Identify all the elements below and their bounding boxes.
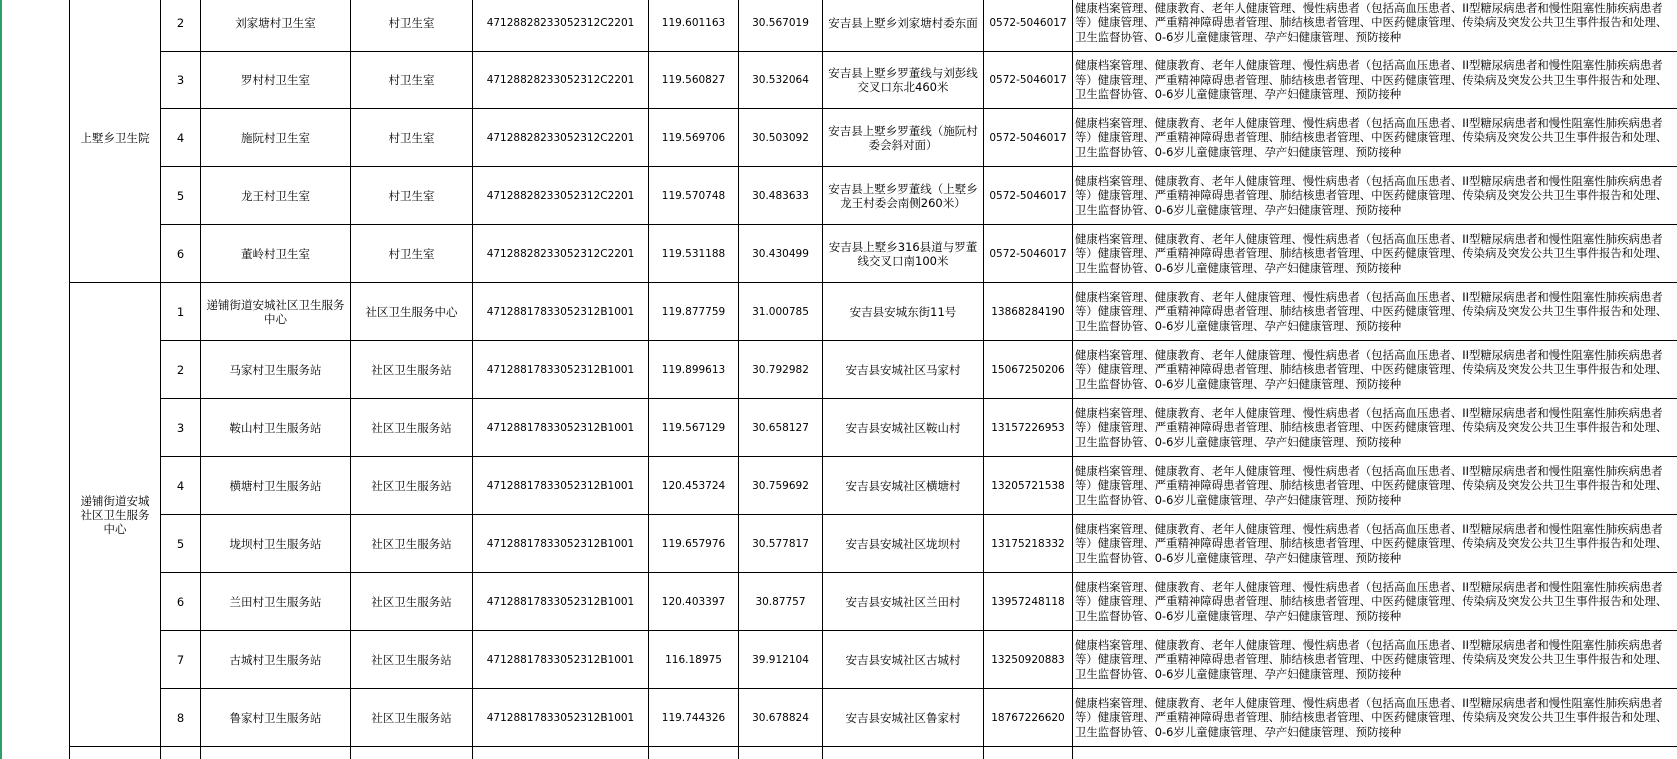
facility-name-text: 董岭村卫生室 <box>241 246 310 261</box>
facility-name-text: 鲁家村卫生服务站 <box>229 710 322 725</box>
services-cell[interactable] <box>1073 109 1677 166</box>
institution-code-text: 47128828233052312C2201 <box>486 16 635 29</box>
latitude-cell[interactable] <box>739 109 822 166</box>
facility-name-cell[interactable] <box>201 515 350 572</box>
row-number-text: 3 <box>176 420 185 435</box>
facility-type-text: 村卫生室 <box>388 246 435 261</box>
facility-name-cell[interactable] <box>201 457 350 514</box>
institution-code-text: 47128817833052312B1001 <box>486 595 635 608</box>
latitude-cell[interactable] <box>739 225 822 282</box>
facility-type-cell[interactable] <box>351 283 472 340</box>
institution-code-cell[interactable] <box>473 341 648 398</box>
address-text: 安吉县安城社区横塘村 <box>845 478 961 493</box>
services-cell[interactable] <box>1073 573 1677 630</box>
phone-cell[interactable] <box>984 225 1072 282</box>
institution-code-cell[interactable] <box>473 515 648 572</box>
institution-code-cell[interactable] <box>473 631 648 688</box>
institution-code-text: 47128817833052312B1001 <box>486 479 635 492</box>
row-number-cell[interactable] <box>161 109 200 166</box>
longitude-text: 119.569706 <box>661 131 726 144</box>
services-text: 健康档案管理、健康教育、老年人健康管理、慢性病患者（包括高血压患者、II型糖尿病患者和慢性阻塞性肺疾病患者等）健康管理、严重精神障碍患者管理、肺结核患者管理、中医药健康管理、传染病及突发公共卫生事件报告和处理、卫生监督协管、0-6岁儿童健康管理、孕产妇健康管理、预防接种 <box>1075 173 1668 217</box>
row-number-text: 2 <box>176 362 185 377</box>
phone-text: 18767226620 <box>991 711 1065 724</box>
services-cell[interactable] <box>1073 52 1677 108</box>
phone-text: 13957248118 <box>991 595 1065 608</box>
latitude-text: 30.87757 <box>755 595 806 608</box>
phone-text: 13868284190 <box>991 305 1065 318</box>
longitude-cell[interactable] <box>649 457 738 514</box>
address-text: 安吉县安城东街11号 <box>849 304 957 319</box>
institution-code-text: 47128817833052312B1001 <box>486 653 635 666</box>
org-name: 递铺街道安城社区卫生服务中心 <box>80 493 150 536</box>
facility-name-text: 施阮村卫生室 <box>241 130 310 145</box>
facility-type-text: 村卫生室 <box>388 15 435 30</box>
facility-name-cell[interactable] <box>201 109 350 166</box>
institution-code-text: 47128817833052312B1001 <box>486 363 635 376</box>
longitude-text: 119.657976 <box>661 537 726 550</box>
address-text: 安吉县安城社区古城村 <box>845 652 961 667</box>
latitude-text: 30.658127 <box>752 421 809 434</box>
institution-code-cell[interactable] <box>473 457 648 514</box>
longitude-text: 119.570748 <box>661 189 726 202</box>
address-cell[interactable] <box>823 283 983 340</box>
latitude-text: 30.567019 <box>752 16 809 29</box>
services-cell[interactable] <box>1073 399 1677 456</box>
facility-name-text: 刘家塘村卫生室 <box>235 15 316 30</box>
institution-code-text: 47128817833052312B1001 <box>486 305 635 318</box>
services-text: 健康档案管理、健康教育、老年人健康管理、慢性病患者（包括高血压患者、II型糖尿病患者和慢性阻塞性肺疾病患者等）健康管理、严重精神障碍患者管理、肺结核患者管理、中医药健康管理、传染病及突发公共卫生事件报告和处理、卫生监督协管、0-6岁儿童健康管理、孕产妇健康管理、预防接种 <box>1075 231 1668 275</box>
row-number-text: 6 <box>176 594 185 609</box>
facility-type-cell[interactable] <box>351 689 472 746</box>
address-cell[interactable] <box>823 225 983 282</box>
institution-code-cell[interactable] <box>473 689 648 746</box>
phone-cell[interactable] <box>984 283 1072 340</box>
services-text: 健康档案管理、健康教育、老年人健康管理、慢性病患者（包括高血压患者、II型糖尿病患者和慢性阻塞性肺疾病患者等）健康管理、严重精神障碍患者管理、肺结核患者管理、中医药健康管理、传染病及突发公共卫生事件报告和处理、卫生监督协管、0-6岁儿童健康管理、孕产妇健康管理、预防接种 <box>1075 115 1668 159</box>
institution-code-text: 47128817833052312B1001 <box>486 711 635 724</box>
facility-type-cell[interactable] <box>351 631 472 688</box>
longitude-text: 120.403397 <box>661 595 726 608</box>
longitude-text: 116.18975 <box>665 653 722 666</box>
row-number-cell[interactable] <box>161 341 200 398</box>
facility-type-text: 村卫生室 <box>388 188 435 203</box>
services-text: 健康档案管理、健康教育、老年人健康管理、慢性病患者（包括高血压患者、II型糖尿病患者和慢性阻塞性肺疾病患者等）健康管理、严重精神障碍患者管理、肺结核患者管理、中医药健康管理、传染病及突发公共卫生事件报告和处理、卫生监督协管、0-6岁儿童健康管理、孕产妇健康管理、预防接种 <box>1075 463 1668 507</box>
latitude-text: 30.759692 <box>752 479 809 492</box>
row-number-cell[interactable] <box>161 0 200 51</box>
row-number-text: 6 <box>176 246 185 261</box>
address-text: 安吉县安城社区兰田村 <box>845 594 961 609</box>
facility-type-cell[interactable] <box>351 573 472 630</box>
services-text: 健康档案管理、健康教育、老年人健康管理、慢性病患者（包括高血压患者、II型糖尿病患者和慢性阻塞性肺疾病患者等）健康管理、严重精神障碍患者管理、肺结核患者管理、中医药健康管理、传染病及突发公共卫生事件报告和处理、卫生监督协管、0-6岁儿童健康管理、孕产妇健康管理、预防接种 <box>1075 637 1668 681</box>
row-number-text: 7 <box>176 652 185 667</box>
row-number-text: 2 <box>176 15 185 30</box>
longitude-cell[interactable] <box>649 167 738 224</box>
phone-cell[interactable] <box>984 167 1072 224</box>
institution-code-cell[interactable] <box>473 167 648 224</box>
address-text: 安吉县安城社区鲁家村 <box>845 710 961 725</box>
facility-name-text: 递铺街道安城社区卫生服务中心 <box>206 297 345 326</box>
address-cell[interactable] <box>823 109 983 166</box>
latitude-text: 39.912104 <box>752 653 809 666</box>
address-cell[interactable] <box>823 52 983 108</box>
phone-text: 13250920883 <box>991 653 1065 666</box>
grid-line-horizontal <box>69 746 1677 747</box>
services-text: 健康档案管理、健康教育、老年人健康管理、慢性病患者（包括高血压患者、II型糖尿病患者和慢性阻塞性肺疾病患者等）健康管理、严重精神障碍患者管理、肺结核患者管理、中医药健康管理、传染病及突发公共卫生事件报告和处理、卫生监督协管、0-6岁儿童健康管理、孕产妇健康管理、预防接种 <box>1075 695 1668 739</box>
longitude-cell[interactable] <box>649 283 738 340</box>
phone-cell[interactable] <box>984 515 1072 572</box>
longitude-cell[interactable] <box>649 399 738 456</box>
latitude-text: 30.430499 <box>752 247 809 260</box>
row-number-text: 5 <box>176 536 185 551</box>
latitude-cell[interactable] <box>739 283 822 340</box>
services-text: 健康档案管理、健康教育、老年人健康管理、慢性病患者（包括高血压患者、II型糖尿病患者和慢性阻塞性肺疾病患者等）健康管理、严重精神障碍患者管理、肺结核患者管理、中医药健康管理、传染病及突发公共卫生事件报告和处理、卫生监督协管、0-6岁儿童健康管理、孕产妇健康管理、预防接种 <box>1075 405 1668 449</box>
latitude-cell[interactable] <box>739 399 822 456</box>
address-text: 安吉县安城社区马家村 <box>845 362 961 377</box>
facility-name-text: 古城村卫生服务站 <box>229 652 322 667</box>
services-cell[interactable] <box>1073 631 1677 688</box>
longitude-text: 119.899613 <box>661 363 726 376</box>
row-number-cell[interactable] <box>161 573 200 630</box>
longitude-text: 120.453724 <box>661 479 726 492</box>
services-text: 健康档案管理、健康教育、老年人健康管理、慢性病患者（包括高血压患者、II型糖尿病患者和慢性阻塞性肺疾病患者等）健康管理、严重精神障碍患者管理、肺结核患者管理、中医药健康管理、传染病及突发公共卫生事件报告和处理、卫生监督协管、0-6岁儿童健康管理、孕产妇健康管理、预防接种 <box>1075 347 1668 391</box>
facility-type-text: 村卫生室 <box>388 73 435 87</box>
row-number-cell[interactable] <box>161 52 200 108</box>
address-cell[interactable] <box>823 689 983 746</box>
services-cell[interactable] <box>1073 515 1677 572</box>
longitude-text: 119.531188 <box>661 247 726 260</box>
facility-name-cell[interactable] <box>201 0 350 51</box>
facility-name-text: 横塘村卫生服务站 <box>229 478 322 493</box>
address-text: 安吉县上墅乡刘家塘村委东面 <box>828 15 978 30</box>
facility-type-text: 社区卫生服务站 <box>371 420 452 435</box>
row-number-text: 4 <box>176 478 185 493</box>
institution-code-cell[interactable] <box>473 399 648 456</box>
facility-type-cell[interactable] <box>351 515 472 572</box>
phone-text: 13205721538 <box>991 479 1065 492</box>
longitude-cell[interactable] <box>649 109 738 166</box>
institution-code-text: 47128817833052312B1001 <box>486 421 635 434</box>
longitude-cell[interactable] <box>649 52 738 108</box>
latitude-text: 30.792982 <box>752 363 809 376</box>
address-cell[interactable] <box>823 631 983 688</box>
facility-name-cell[interactable] <box>201 52 350 108</box>
latitude-cell[interactable] <box>739 167 822 224</box>
row-number-cell[interactable] <box>161 167 200 224</box>
longitude-text: 119.567129 <box>661 421 726 434</box>
facility-name-cell[interactable] <box>201 225 350 282</box>
longitude-cell[interactable] <box>649 225 738 282</box>
phone-cell[interactable] <box>984 689 1072 746</box>
institution-code-text: 47128828233052312C2201 <box>486 247 635 260</box>
row-number-cell[interactable] <box>161 399 200 456</box>
services-text: 健康档案管理、健康教育、老年人健康管理、慢性病患者（包括高血压患者、II型糖尿病患者和慢性阻塞性肺疾病患者等）健康管理、严重精神障碍患者管理、肺结核患者管理、中医药健康管理、传染病及突发公共卫生事件报告和处理、卫生监督协管、0-6岁儿童健康管理、孕产妇健康管理、预防接种 <box>1075 579 1668 623</box>
institution-code-text: 47128817833052312B1001 <box>486 537 635 550</box>
org-cell[interactable] <box>70 0 160 282</box>
services-text: 健康档案管理、健康教育、老年人健康管理、慢性病患者（包括高血压患者、II型糖尿病患者和慢性阻塞性肺疾病患者等）健康管理、严重精神障碍患者管理、肺结核患者管理、中医药健康管理、传染病及突发公共卫生事件报告和处理、卫生监督协管、0-6岁儿童健康管理、孕产妇健康管理、预防接种 <box>1075 0 1668 44</box>
org-name: 上墅乡卫生院 <box>80 131 150 145</box>
row-number-cell[interactable] <box>161 283 200 340</box>
address-cell[interactable] <box>823 167 983 224</box>
facility-type-text: 社区卫生服务站 <box>371 652 452 667</box>
facility-type-text: 社区卫生服务站 <box>371 478 452 493</box>
address-text: 安吉县上墅乡罗董线（施阮村委会斜对面） <box>828 123 978 152</box>
row-number-cell[interactable] <box>161 689 200 746</box>
row-number-cell[interactable] <box>161 515 200 572</box>
facility-type-text: 村卫生室 <box>388 130 435 145</box>
services-text: 健康档案管理、健康教育、老年人健康管理、慢性病患者（包括高血压患者、II型糖尿病患者和慢性阻塞性肺疾病患者等）健康管理、严重精神障碍患者管理、肺结核患者管理、中医药健康管理、传染病及突发公共卫生事件报告和处理、卫生监督协管、0-6岁儿童健康管理、孕产妇健康管理、预防接种 <box>1075 58 1668 102</box>
address-text: 安吉县上墅乡罗董线与刘彭线交叉口东北460米 <box>828 66 978 94</box>
address-cell[interactable] <box>823 341 983 398</box>
latitude-cell[interactable] <box>739 631 822 688</box>
latitude-text: 31.000785 <box>752 305 809 318</box>
phone-cell[interactable] <box>984 631 1072 688</box>
latitude-text: 30.483633 <box>752 189 809 202</box>
facility-name-cell[interactable] <box>201 341 350 398</box>
latitude-cell[interactable] <box>739 689 822 746</box>
services-text: 健康档案管理、健康教育、老年人健康管理、慢性病患者（包括高血压患者、II型糖尿病患者和慢性阻塞性肺疾病患者等）健康管理、严重精神障碍患者管理、肺结核患者管理、中医药健康管理、传染病及突发公共卫生事件报告和处理、卫生监督协管、0-6岁儿童健康管理、孕产妇健康管理、预防接种 <box>1075 289 1668 333</box>
institution-code-cell[interactable] <box>473 225 648 282</box>
row-number-text: 3 <box>176 73 185 87</box>
facility-name-cell[interactable] <box>201 399 350 456</box>
longitude-cell[interactable] <box>649 515 738 572</box>
services-cell[interactable] <box>1073 689 1677 746</box>
institution-code-cell[interactable] <box>473 52 648 108</box>
institution-code-cell[interactable] <box>473 573 648 630</box>
latitude-text: 30.503092 <box>752 131 809 144</box>
latitude-cell[interactable] <box>739 341 822 398</box>
longitude-cell[interactable] <box>649 573 738 630</box>
latitude-cell[interactable] <box>739 52 822 108</box>
services-cell[interactable] <box>1073 341 1677 398</box>
row-number-text: 4 <box>176 130 185 145</box>
facility-type-cell[interactable] <box>351 167 472 224</box>
facility-name-text: 兰田村卫生服务站 <box>229 594 322 609</box>
institution-code-cell[interactable] <box>473 283 648 340</box>
address-cell[interactable] <box>823 0 983 51</box>
services-cell[interactable] <box>1073 283 1677 340</box>
phone-cell[interactable] <box>984 52 1072 108</box>
phone-cell[interactable] <box>984 399 1072 456</box>
facility-name-text: 马家村卫生服务站 <box>229 362 322 377</box>
latitude-text: 30.532064 <box>752 74 809 86</box>
facility-name-text: 垅坝村卫生服务站 <box>229 536 322 551</box>
row-number-cell[interactable] <box>161 631 200 688</box>
phone-text: 0572-5046017 <box>989 131 1067 144</box>
phone-text: 13157226953 <box>991 421 1065 434</box>
facility-type-cell[interactable] <box>351 457 472 514</box>
longitude-text: 119.877759 <box>661 305 726 318</box>
address-text: 安吉县上墅乡罗董线（上墅乡龙王村委会南侧260米） <box>828 181 978 210</box>
latitude-cell[interactable] <box>739 515 822 572</box>
services-cell[interactable] <box>1073 0 1677 51</box>
longitude-cell[interactable] <box>649 689 738 746</box>
address-text: 安吉县安城社区鞍山村 <box>845 420 961 435</box>
facility-name-text: 鞍山村卫生服务站 <box>229 420 322 435</box>
facility-type-cell[interactable] <box>351 0 472 51</box>
facility-type-text: 社区卫生服务站 <box>371 710 452 725</box>
latitude-text: 30.577817 <box>752 537 809 550</box>
sheet-left-edge <box>0 0 2 759</box>
phone-cell[interactable] <box>984 341 1072 398</box>
facility-type-text: 社区卫生服务站 <box>371 362 452 377</box>
longitude-text: 119.744326 <box>661 711 726 724</box>
institution-code-cell[interactable] <box>473 109 648 166</box>
facility-type-cell[interactable] <box>351 109 472 166</box>
institution-code-text: 47128828233052312C2201 <box>486 131 635 144</box>
row-number-cell[interactable] <box>161 225 200 282</box>
latitude-cell[interactable] <box>739 0 822 51</box>
facility-name-cell[interactable] <box>201 631 350 688</box>
latitude-cell[interactable] <box>739 457 822 514</box>
facility-name-cell[interactable] <box>201 167 350 224</box>
services-cell[interactable] <box>1073 457 1677 514</box>
facility-type-cell[interactable] <box>351 341 472 398</box>
phone-cell[interactable] <box>984 457 1072 514</box>
facility-type-text: 社区卫生服务站 <box>371 536 452 551</box>
address-cell[interactable] <box>823 515 983 572</box>
institution-code-text: 47128828233052312C2201 <box>486 74 635 86</box>
services-text: 健康档案管理、健康教育、老年人健康管理、慢性病患者（包括高血压患者、II型糖尿病患者和慢性阻塞性肺疾病患者等）健康管理、严重精神障碍患者管理、肺结核患者管理、中医药健康管理、传染病及突发公共卫生事件报告和处理、卫生监督协管、0-6岁儿童健康管理、孕产妇健康管理、预防接种 <box>1075 521 1668 565</box>
facility-name-cell[interactable] <box>201 689 350 746</box>
phone-text: 0572-5046017 <box>989 247 1067 260</box>
latitude-cell[interactable] <box>739 573 822 630</box>
longitude-cell[interactable] <box>649 0 738 51</box>
address-cell[interactable] <box>823 399 983 456</box>
address-cell[interactable] <box>823 573 983 630</box>
facility-name-text: 罗村村卫生室 <box>241 73 310 87</box>
institution-code-cell[interactable] <box>473 0 648 51</box>
longitude-text: 119.560827 <box>661 74 726 86</box>
address-text: 安吉县安城社区垅坝村 <box>845 536 961 551</box>
phone-text: 13175218332 <box>991 537 1065 550</box>
facility-type-text: 社区卫生服务站 <box>371 594 452 609</box>
row-number-cell[interactable] <box>161 457 200 514</box>
services-cell[interactable] <box>1073 225 1677 282</box>
row-number-text: 5 <box>176 188 185 203</box>
facility-type-text: 社区卫生服务中心 <box>365 304 458 319</box>
facility-type-cell[interactable] <box>351 225 472 282</box>
phone-cell[interactable] <box>984 0 1072 51</box>
longitude-cell[interactable] <box>649 341 738 398</box>
phone-text: 0572-5046017 <box>989 16 1067 29</box>
facility-name-cell[interactable] <box>201 573 350 630</box>
services-cell[interactable] <box>1073 167 1677 224</box>
row-number-text: 8 <box>176 710 185 725</box>
phone-cell[interactable] <box>984 109 1072 166</box>
latitude-text: 30.678824 <box>752 711 809 724</box>
phone-cell[interactable] <box>984 573 1072 630</box>
facility-name-text: 龙王村卫生室 <box>241 188 310 203</box>
facility-type-cell[interactable] <box>351 52 472 108</box>
phone-text: 15067250206 <box>991 363 1065 376</box>
longitude-cell[interactable] <box>649 631 738 688</box>
institution-code-text: 47128828233052312C2201 <box>486 189 635 202</box>
longitude-text: 119.601163 <box>661 16 726 29</box>
phone-text: 0572-5046017 <box>989 74 1067 86</box>
org-cell[interactable] <box>70 283 160 746</box>
facility-type-cell[interactable] <box>351 399 472 456</box>
phone-text: 0572-5046017 <box>989 189 1067 202</box>
row-number-text: 1 <box>176 304 185 319</box>
facility-name-cell[interactable] <box>201 283 350 340</box>
address-text: 安吉县上墅乡316县道与罗董线交叉口南100米 <box>828 239 978 268</box>
address-cell[interactable] <box>823 457 983 514</box>
